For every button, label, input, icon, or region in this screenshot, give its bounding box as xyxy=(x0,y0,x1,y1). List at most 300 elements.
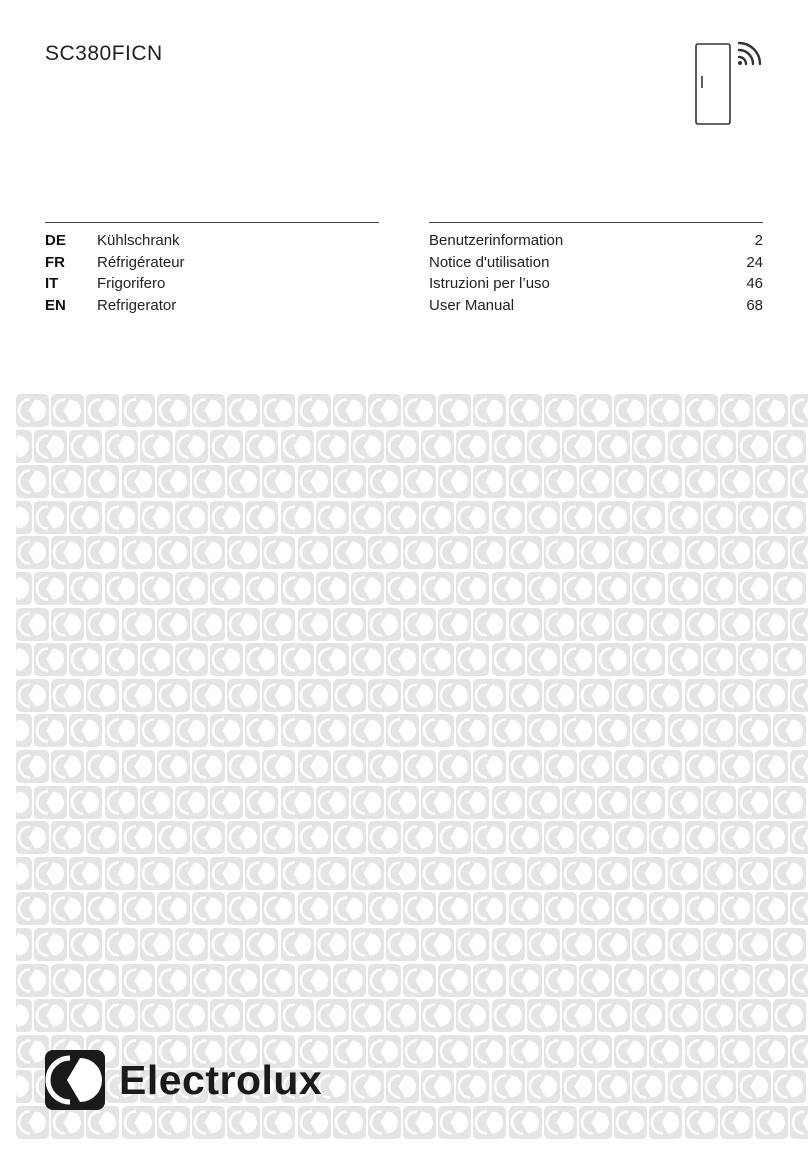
pattern-logo-icon xyxy=(632,999,665,1032)
pattern-logo-icon xyxy=(16,608,49,641)
pattern-logo-icon xyxy=(579,679,612,712)
pattern-logo-icon xyxy=(685,1106,718,1139)
pattern-logo-icon xyxy=(614,608,647,641)
pattern-logo-icon xyxy=(720,394,753,427)
pattern-logo-icon xyxy=(245,430,278,463)
pattern-logo-icon xyxy=(527,928,560,961)
pattern-logo-icon xyxy=(755,1035,788,1068)
pattern-logo-icon xyxy=(140,430,173,463)
pattern-logo-icon xyxy=(210,857,243,890)
pattern-logo-icon xyxy=(298,964,331,997)
pattern-logo-icon xyxy=(262,465,295,498)
pattern-logo-icon xyxy=(597,430,630,463)
pattern-logo-icon xyxy=(333,679,366,712)
pattern-row xyxy=(16,928,808,961)
pattern-logo-icon xyxy=(614,1106,647,1139)
pattern-logo-icon xyxy=(421,430,454,463)
pattern-logo-icon xyxy=(122,892,155,925)
pattern-logo-icon xyxy=(703,999,736,1032)
pattern-logo-icon xyxy=(34,572,67,605)
toc-entry[interactable] xyxy=(429,252,763,274)
pattern-logo-icon xyxy=(16,928,32,961)
pattern-logo-icon xyxy=(333,608,366,641)
pattern-logo-icon xyxy=(562,572,595,605)
pattern-logo-icon xyxy=(579,821,612,854)
pattern-logo-icon xyxy=(703,501,736,534)
pattern-logo-icon xyxy=(703,928,736,961)
pattern-logo-icon xyxy=(368,394,401,427)
pattern-logo-icon xyxy=(157,465,190,498)
pattern-logo-icon xyxy=(790,750,808,783)
pattern-logo-icon xyxy=(562,1070,595,1103)
pattern-logo-icon xyxy=(281,430,314,463)
pattern-logo-icon xyxy=(175,643,208,676)
pattern-logo-icon xyxy=(773,501,806,534)
pattern-logo-icon xyxy=(597,928,630,961)
pattern-logo-icon xyxy=(86,821,119,854)
pattern-logo-icon xyxy=(69,857,102,890)
pattern-logo-icon xyxy=(579,608,612,641)
pattern-logo-icon xyxy=(632,786,665,819)
pattern-logo-icon xyxy=(175,786,208,819)
model-number: SC380FICN xyxy=(45,42,163,65)
pattern-logo-icon xyxy=(105,928,138,961)
pattern-logo-icon xyxy=(562,928,595,961)
pattern-logo-icon xyxy=(386,572,419,605)
pattern-logo-icon xyxy=(227,679,260,712)
toc-entry[interactable] xyxy=(429,295,763,317)
pattern-logo-icon xyxy=(438,1106,471,1139)
pattern-logo-icon xyxy=(703,430,736,463)
pattern-logo-icon xyxy=(685,536,718,569)
pattern-logo-icon xyxy=(281,999,314,1032)
pattern-logo-icon xyxy=(368,536,401,569)
pattern-logo-icon xyxy=(668,999,701,1032)
pattern-logo-icon xyxy=(245,999,278,1032)
pattern-logo-icon xyxy=(703,857,736,890)
pattern-logo-icon xyxy=(649,892,682,925)
pattern-logo-icon xyxy=(668,501,701,534)
pattern-logo-icon xyxy=(140,714,173,747)
pattern-logo-icon xyxy=(351,572,384,605)
pattern-logo-icon xyxy=(456,501,489,534)
pattern-logo-icon xyxy=(632,928,665,961)
pattern-logo-icon xyxy=(386,643,419,676)
pattern-logo-icon xyxy=(86,892,119,925)
pattern-logo-icon xyxy=(685,1035,718,1068)
fridge-wifi-icon xyxy=(690,40,766,128)
pattern-logo-icon xyxy=(157,750,190,783)
pattern-logo-icon xyxy=(333,1106,366,1139)
pattern-logo-icon xyxy=(421,714,454,747)
pattern-logo-icon xyxy=(51,394,84,427)
pattern-logo-icon xyxy=(298,679,331,712)
pattern-logo-icon xyxy=(614,821,647,854)
pattern-logo-icon xyxy=(562,430,595,463)
pattern-logo-icon xyxy=(298,608,331,641)
toc-page: 68 xyxy=(746,296,763,314)
pattern-logo-icon xyxy=(262,964,295,997)
pattern-logo-icon xyxy=(509,1106,542,1139)
pattern-logo-icon xyxy=(492,1070,525,1103)
pattern-logo-icon xyxy=(69,501,102,534)
pattern-logo-icon xyxy=(649,964,682,997)
pattern-logo-icon xyxy=(34,857,67,890)
pattern-logo-icon xyxy=(192,821,225,854)
pattern-logo-icon xyxy=(51,821,84,854)
pattern-logo-icon xyxy=(262,821,295,854)
pattern-logo-icon xyxy=(632,572,665,605)
pattern-logo-icon xyxy=(492,430,525,463)
divider-right xyxy=(429,222,763,223)
pattern-logo-icon xyxy=(316,714,349,747)
pattern-logo-icon xyxy=(738,1070,771,1103)
pattern-logo-icon xyxy=(140,501,173,534)
pattern-logo-icon xyxy=(614,892,647,925)
pattern-logo-icon xyxy=(333,750,366,783)
pattern-logo-icon xyxy=(544,964,577,997)
pattern-row xyxy=(16,750,808,783)
pattern-logo-icon xyxy=(668,643,701,676)
pattern-logo-icon xyxy=(685,679,718,712)
pattern-logo-icon xyxy=(333,964,366,997)
pattern-logo-icon xyxy=(86,750,119,783)
pattern-logo-icon xyxy=(790,608,808,641)
pattern-logo-icon xyxy=(421,572,454,605)
pattern-logo-icon xyxy=(227,394,260,427)
pattern-logo-icon xyxy=(438,892,471,925)
language-row xyxy=(45,295,379,317)
pattern-logo-icon xyxy=(34,714,67,747)
pattern-logo-icon xyxy=(157,679,190,712)
pattern-row xyxy=(16,501,808,534)
pattern-logo-icon xyxy=(473,750,506,783)
pattern-logo-icon xyxy=(316,643,349,676)
pattern-logo-icon xyxy=(755,1106,788,1139)
pattern-logo-icon xyxy=(562,786,595,819)
pattern-logo-icon xyxy=(403,892,436,925)
pattern-logo-icon xyxy=(632,643,665,676)
pattern-logo-icon xyxy=(16,501,32,534)
pattern-logo-icon xyxy=(298,394,331,427)
pattern-logo-icon xyxy=(16,430,32,463)
pattern-row xyxy=(16,394,808,427)
pattern-logo-icon xyxy=(262,679,295,712)
pattern-logo-icon xyxy=(157,964,190,997)
pattern-logo-icon xyxy=(16,821,49,854)
pattern-logo-icon xyxy=(34,999,67,1032)
pattern-logo-icon xyxy=(192,465,225,498)
pattern-logo-icon xyxy=(105,786,138,819)
pattern-logo-icon xyxy=(685,465,718,498)
pattern-logo-icon xyxy=(69,714,102,747)
pattern-logo-icon xyxy=(649,750,682,783)
pattern-logo-icon xyxy=(16,465,49,498)
pattern-logo-icon xyxy=(544,536,577,569)
pattern-logo-icon xyxy=(668,857,701,890)
pattern-logo-icon xyxy=(720,750,753,783)
pattern-logo-icon xyxy=(632,714,665,747)
pattern-logo-icon xyxy=(386,501,419,534)
pattern-logo-icon xyxy=(773,430,806,463)
pattern-logo-icon xyxy=(790,892,808,925)
language-row xyxy=(45,252,379,274)
pattern-logo-icon xyxy=(649,394,682,427)
pattern-logo-icon xyxy=(316,857,349,890)
pattern-logo-icon xyxy=(421,999,454,1032)
language-code: FR xyxy=(45,253,65,271)
pattern-logo-icon xyxy=(790,821,808,854)
pattern-logo-icon xyxy=(262,394,295,427)
pattern-logo-icon xyxy=(773,999,806,1032)
pattern-logo-icon xyxy=(790,1106,808,1139)
pattern-logo-icon xyxy=(86,465,119,498)
pattern-logo-icon xyxy=(69,572,102,605)
pattern-logo-icon xyxy=(438,1035,471,1068)
pattern-logo-icon xyxy=(649,608,682,641)
pattern-logo-icon xyxy=(527,572,560,605)
pattern-logo-icon xyxy=(51,679,84,712)
pattern-row xyxy=(16,465,808,498)
pattern-logo-icon xyxy=(649,679,682,712)
pattern-logo-icon xyxy=(562,643,595,676)
pattern-logo-icon xyxy=(685,750,718,783)
pattern-logo-icon xyxy=(755,608,788,641)
pattern-logo-icon xyxy=(227,465,260,498)
pattern-logo-icon xyxy=(597,714,630,747)
pattern-logo-icon xyxy=(509,1035,542,1068)
pattern-logo-icon xyxy=(34,928,67,961)
pattern-logo-icon xyxy=(298,892,331,925)
pattern-row xyxy=(16,643,808,676)
pattern-logo-icon xyxy=(720,821,753,854)
pattern-logo-icon xyxy=(473,465,506,498)
pattern-logo-icon xyxy=(16,1070,32,1103)
pattern-logo-icon xyxy=(351,643,384,676)
pattern-logo-icon xyxy=(351,857,384,890)
pattern-logo-icon xyxy=(175,430,208,463)
pattern-logo-icon xyxy=(614,964,647,997)
pattern-logo-icon xyxy=(632,501,665,534)
pattern-logo-icon xyxy=(509,536,542,569)
pattern-logo-icon xyxy=(34,786,67,819)
pattern-logo-icon xyxy=(51,750,84,783)
pattern-logo-icon xyxy=(245,714,278,747)
pattern-logo-icon xyxy=(421,857,454,890)
pattern-logo-icon xyxy=(668,714,701,747)
pattern-logo-icon xyxy=(755,892,788,925)
product-name: Frigorifero xyxy=(97,275,166,292)
pattern-logo-icon xyxy=(755,394,788,427)
pattern-logo-icon xyxy=(281,857,314,890)
pattern-logo-icon xyxy=(333,536,366,569)
pattern-logo-icon xyxy=(386,928,419,961)
pattern-logo-icon xyxy=(720,536,753,569)
pattern-logo-icon xyxy=(456,857,489,890)
pattern-row xyxy=(16,821,808,854)
pattern-logo-icon xyxy=(16,750,49,783)
pattern-logo-icon xyxy=(544,394,577,427)
pattern-logo-icon xyxy=(597,999,630,1032)
pattern-logo-icon xyxy=(192,750,225,783)
pattern-logo-icon xyxy=(438,964,471,997)
pattern-logo-icon xyxy=(262,608,295,641)
pattern-logo-icon xyxy=(210,572,243,605)
electrolux-logo-icon xyxy=(43,1048,107,1112)
toc-entry[interactable] xyxy=(429,273,763,295)
product-name: Réfrigérateur xyxy=(97,253,185,271)
pattern-logo-icon xyxy=(403,1035,436,1068)
pattern-logo-icon xyxy=(790,394,808,427)
pattern-logo-icon xyxy=(456,430,489,463)
pattern-logo-icon xyxy=(175,928,208,961)
divider-left xyxy=(45,222,379,223)
pattern-logo-icon xyxy=(140,999,173,1032)
pattern-logo-icon xyxy=(492,999,525,1032)
pattern-logo-icon xyxy=(668,928,701,961)
pattern-logo-icon xyxy=(316,501,349,534)
pattern-logo-icon xyxy=(755,679,788,712)
pattern-logo-icon xyxy=(668,430,701,463)
pattern-logo-icon xyxy=(316,999,349,1032)
toc-entry[interactable] xyxy=(429,230,763,252)
pattern-logo-icon xyxy=(403,821,436,854)
pattern-logo-icon xyxy=(720,1106,753,1139)
pattern-logo-icon xyxy=(509,821,542,854)
pattern-row xyxy=(16,786,808,819)
pattern-logo-icon xyxy=(140,786,173,819)
pattern-logo-icon xyxy=(34,643,67,676)
pattern-logo-icon xyxy=(34,430,67,463)
pattern-logo-icon xyxy=(386,430,419,463)
pattern-logo-icon xyxy=(386,786,419,819)
pattern-logo-icon xyxy=(562,501,595,534)
pattern-logo-icon xyxy=(210,928,243,961)
pattern-logo-icon xyxy=(720,1035,753,1068)
pattern-logo-icon xyxy=(175,999,208,1032)
pattern-row xyxy=(16,857,808,890)
language-code: IT xyxy=(45,275,59,292)
pattern-logo-icon xyxy=(298,465,331,498)
pattern-logo-icon xyxy=(456,928,489,961)
pattern-logo-icon xyxy=(16,892,49,925)
pattern-logo-icon xyxy=(509,964,542,997)
pattern-logo-icon xyxy=(105,501,138,534)
pattern-logo-icon xyxy=(51,536,84,569)
pattern-logo-icon xyxy=(720,608,753,641)
pattern-logo-icon xyxy=(456,999,489,1032)
pattern-logo-icon xyxy=(227,892,260,925)
pattern-logo-icon xyxy=(16,679,49,712)
pattern-logo-icon xyxy=(16,786,32,819)
pattern-logo-icon xyxy=(192,892,225,925)
pattern-logo-icon xyxy=(192,394,225,427)
pattern-logo-icon xyxy=(227,821,260,854)
pattern-logo-icon xyxy=(105,643,138,676)
pattern-logo-icon xyxy=(210,430,243,463)
pattern-logo-icon xyxy=(403,465,436,498)
pattern-logo-icon xyxy=(403,1106,436,1139)
pattern-row xyxy=(16,714,808,747)
pattern-logo-icon xyxy=(527,714,560,747)
table-of-contents xyxy=(429,230,763,316)
pattern-logo-icon xyxy=(773,928,806,961)
pattern-logo-icon xyxy=(105,430,138,463)
pattern-logo-icon xyxy=(492,643,525,676)
pattern-logo-icon xyxy=(738,999,771,1032)
pattern-logo-icon xyxy=(614,394,647,427)
pattern-logo-icon xyxy=(438,679,471,712)
pattern-logo-icon xyxy=(473,892,506,925)
pattern-logo-icon xyxy=(262,892,295,925)
pattern-logo-icon xyxy=(509,465,542,498)
pattern-logo-icon xyxy=(597,643,630,676)
pattern-logo-icon xyxy=(351,928,384,961)
pattern-logo-icon xyxy=(685,394,718,427)
pattern-logo-icon xyxy=(509,608,542,641)
pattern-logo-icon xyxy=(544,608,577,641)
pattern-logo-icon xyxy=(34,501,67,534)
pattern-logo-icon xyxy=(122,679,155,712)
pattern-logo-icon xyxy=(421,928,454,961)
pattern-logo-icon xyxy=(316,928,349,961)
pattern-logo-icon xyxy=(438,821,471,854)
pattern-logo-icon xyxy=(86,964,119,997)
pattern-logo-icon xyxy=(386,1070,419,1103)
pattern-logo-icon xyxy=(281,572,314,605)
pattern-logo-icon xyxy=(333,892,366,925)
pattern-logo-icon xyxy=(597,572,630,605)
pattern-logo-icon xyxy=(614,1035,647,1068)
pattern-logo-icon xyxy=(738,928,771,961)
pattern-logo-icon xyxy=(473,394,506,427)
pattern-logo-icon xyxy=(140,643,173,676)
pattern-logo-icon xyxy=(245,572,278,605)
pattern-logo-icon xyxy=(333,465,366,498)
pattern-logo-icon xyxy=(579,394,612,427)
pattern-logo-icon xyxy=(492,714,525,747)
pattern-logo-icon xyxy=(473,608,506,641)
pattern-logo-icon xyxy=(86,608,119,641)
pattern-logo-icon xyxy=(157,536,190,569)
pattern-logo-icon xyxy=(316,430,349,463)
pattern-logo-icon xyxy=(597,1070,630,1103)
pattern-logo-icon xyxy=(614,536,647,569)
pattern-logo-icon xyxy=(351,430,384,463)
pattern-logo-icon xyxy=(703,786,736,819)
pattern-logo-icon xyxy=(509,679,542,712)
pattern-logo-icon xyxy=(738,786,771,819)
pattern-logo-icon xyxy=(562,857,595,890)
pattern-logo-icon xyxy=(227,750,260,783)
pattern-logo-icon xyxy=(122,394,155,427)
pattern-logo-icon xyxy=(473,536,506,569)
pattern-logo-icon xyxy=(245,786,278,819)
pattern-logo-icon xyxy=(703,714,736,747)
pattern-logo-icon xyxy=(175,501,208,534)
pattern-row xyxy=(16,572,808,605)
pattern-logo-icon xyxy=(649,536,682,569)
brand-logo xyxy=(43,1048,322,1112)
toc-page: 46 xyxy=(746,275,763,292)
pattern-logo-icon xyxy=(755,750,788,783)
language-code: EN xyxy=(45,296,66,314)
pattern-logo-icon xyxy=(281,501,314,534)
pattern-logo-icon xyxy=(790,536,808,569)
language-list xyxy=(45,230,379,316)
logo-pattern-background xyxy=(16,394,808,1159)
pattern-logo-icon xyxy=(227,964,260,997)
